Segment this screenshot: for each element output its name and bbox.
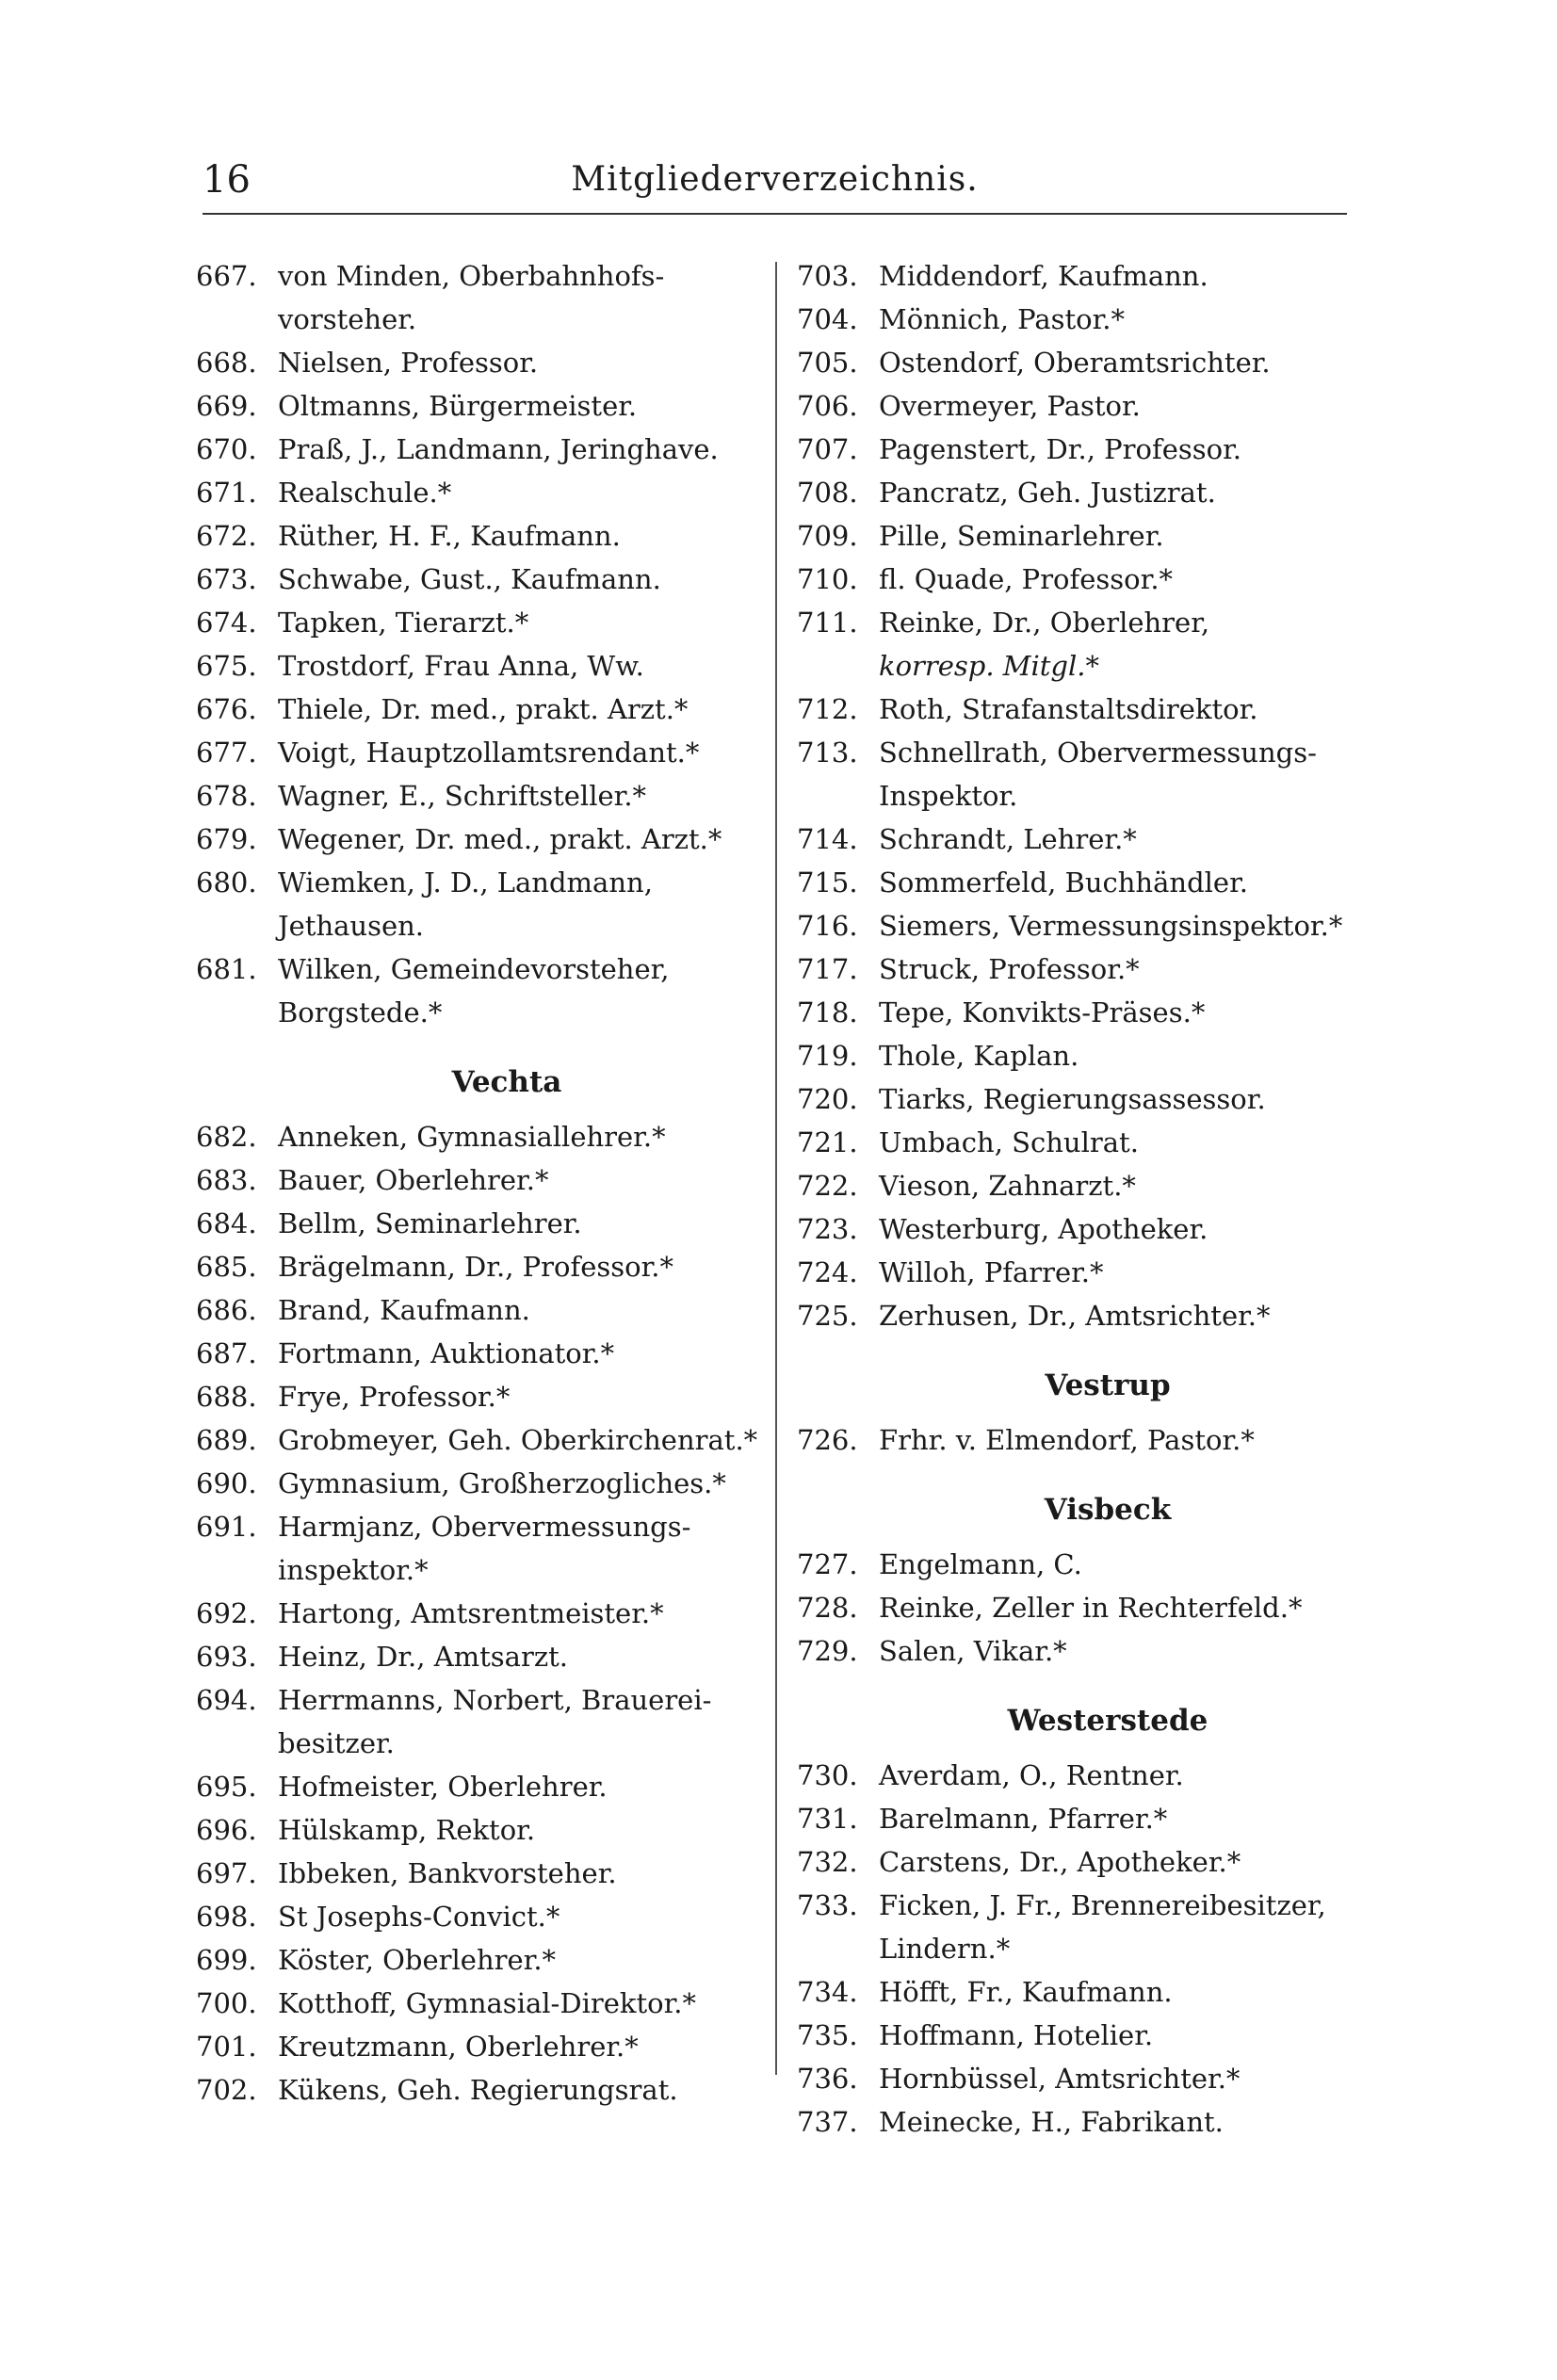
member-entry bbox=[196, 1765, 761, 1808]
entry-number: 670. bbox=[196, 433, 257, 465]
entry-number: 715. bbox=[797, 866, 858, 899]
entry-continuation: Inspektor. bbox=[879, 780, 1018, 812]
entry-number: 679. bbox=[196, 823, 257, 855]
member-entry bbox=[797, 254, 1362, 298]
entry-list bbox=[196, 254, 761, 1034]
member-entry bbox=[196, 947, 761, 1034]
entry-number: 713. bbox=[797, 737, 858, 769]
member-entry bbox=[797, 818, 1362, 861]
entry-text: Overmeyer, Pastor. bbox=[879, 390, 1141, 422]
entry-text: Hoffmann, Hotelier. bbox=[879, 2019, 1154, 2051]
member-entry bbox=[797, 2057, 1362, 2100]
entry-text: Tiarks, Regierungsassessor. bbox=[879, 1083, 1266, 1115]
entry-text: von Minden, Oberbahnhofs- bbox=[278, 260, 665, 292]
entry-text: Willoh, Pfarrer.* bbox=[879, 1256, 1104, 1288]
entry-number: 677. bbox=[196, 737, 257, 769]
entry-number: 737. bbox=[797, 2106, 858, 2138]
entry-number: 693. bbox=[196, 1641, 257, 1673]
header-rule bbox=[203, 213, 1347, 215]
entry-text: Schwabe, Gust., Kaufmann. bbox=[278, 563, 661, 595]
entry-number: 682. bbox=[196, 1121, 257, 1153]
member-entry bbox=[196, 1895, 761, 1938]
entry-number: 684. bbox=[196, 1207, 257, 1239]
entry-number: 685. bbox=[196, 1251, 257, 1283]
entry-continuation: korresp. Mitgl.* bbox=[879, 650, 1099, 682]
entry-text: Mönnich, Pastor.* bbox=[879, 303, 1126, 335]
entry-number: 709. bbox=[797, 520, 858, 552]
page-header bbox=[203, 158, 1347, 215]
entry-text: Anneken, Gymnasiallehrer.* bbox=[278, 1121, 666, 1153]
entry-number: 712. bbox=[797, 693, 858, 725]
entry-number: 720. bbox=[797, 1083, 858, 1115]
entry-list bbox=[196, 1115, 761, 2112]
member-entry bbox=[797, 558, 1362, 601]
member-entry bbox=[196, 1375, 761, 1418]
entry-number: 696. bbox=[196, 1814, 257, 1846]
member-entry bbox=[196, 1938, 761, 1982]
entry-text: Realschule.* bbox=[278, 477, 452, 509]
entry-number: 691. bbox=[196, 1511, 257, 1543]
entry-continuation: Jethausen. bbox=[278, 910, 425, 942]
member-entry bbox=[797, 991, 1362, 1034]
entry-text: Pancratz, Geh. Justizrat. bbox=[879, 477, 1216, 509]
entry-text: Frhr. v. Elmendorf, Pastor.* bbox=[879, 1424, 1255, 1456]
entry-number: 726. bbox=[797, 1424, 858, 1456]
member-entry bbox=[196, 861, 761, 947]
member-entry bbox=[797, 1121, 1362, 1164]
entry-number: 701. bbox=[196, 2031, 257, 2063]
entry-text: St Josephs-Convict.* bbox=[278, 1901, 560, 1933]
member-entry bbox=[797, 1251, 1362, 1294]
entry-number: 672. bbox=[196, 520, 257, 552]
member-entry bbox=[196, 1202, 761, 1245]
entry-text: Tepe, Konvikts-Präses.* bbox=[879, 996, 1206, 1028]
member-entry bbox=[797, 1034, 1362, 1077]
entry-list bbox=[797, 254, 1362, 1337]
entry-number: 707. bbox=[797, 433, 858, 465]
member-entry bbox=[196, 731, 761, 774]
entry-number: 692. bbox=[196, 1597, 257, 1629]
running-title: Mitgliederverzeichnis. bbox=[571, 160, 979, 199]
entry-text: Meinecke, H., Fabrikant. bbox=[879, 2106, 1224, 2138]
member-entry bbox=[196, 1852, 761, 1895]
member-entry bbox=[196, 818, 761, 861]
member-entry bbox=[797, 1418, 1362, 1462]
entry-number: 676. bbox=[196, 693, 257, 725]
entry-text: Carstens, Dr., Apotheker.* bbox=[879, 1846, 1241, 1878]
entry-list bbox=[797, 1543, 1362, 1673]
entry-number: 697. bbox=[196, 1857, 257, 1889]
entry-number: 735. bbox=[797, 2019, 858, 2051]
member-entry bbox=[797, 2100, 1362, 2144]
entry-number: 733. bbox=[797, 1889, 858, 1921]
entry-text: Ficken, J. Fr., Brennereibesitzer, bbox=[879, 1889, 1326, 1921]
entry-continuation: inspektor.* bbox=[278, 1554, 429, 1586]
member-entry bbox=[797, 1164, 1362, 1207]
entry-text: Wiemken, J. D., Landmann, bbox=[278, 866, 653, 899]
entry-number: 686. bbox=[196, 1294, 257, 1326]
entry-number: 689. bbox=[196, 1424, 257, 1456]
member-entry bbox=[196, 341, 761, 384]
entry-text: Gymnasium, Großherzogliches.* bbox=[278, 1467, 726, 1499]
member-entry bbox=[797, 731, 1362, 818]
entry-text: Kreutzmann, Oberlehrer.* bbox=[278, 2031, 639, 2063]
member-entry bbox=[196, 1288, 761, 1332]
member-entry bbox=[196, 1505, 761, 1592]
entry-continuation: Borgstede.* bbox=[278, 996, 443, 1028]
entry-text: Frye, Professor.* bbox=[278, 1381, 511, 1413]
entry-text: Harmjanz, Obervermessungs- bbox=[278, 1511, 691, 1543]
entry-continuation: vorsteher. bbox=[278, 303, 417, 335]
entry-text: Köster, Oberlehrer.* bbox=[278, 1944, 557, 1976]
member-entry bbox=[797, 1543, 1362, 1586]
section-heading-vechta: Vechta bbox=[451, 1065, 562, 1099]
entry-list bbox=[797, 1418, 1362, 1462]
member-entry bbox=[797, 904, 1362, 947]
entry-text: Schnellrath, Obervermessungs- bbox=[879, 737, 1317, 769]
member-entry bbox=[797, 341, 1362, 384]
entry-number: 725. bbox=[797, 1300, 858, 1332]
member-entry bbox=[797, 384, 1362, 428]
member-entry bbox=[797, 1629, 1362, 1673]
entry-number: 671. bbox=[196, 477, 257, 509]
entry-text: Ibbeken, Bankvorsteher. bbox=[278, 1857, 617, 1889]
entry-number: 727. bbox=[797, 1548, 858, 1580]
member-entry bbox=[196, 471, 761, 514]
member-entry bbox=[196, 2068, 761, 2112]
entry-number: 734. bbox=[797, 1976, 858, 2008]
entry-text: Westerburg, Apotheker. bbox=[879, 1213, 1208, 1245]
entry-number: 711. bbox=[797, 607, 858, 639]
entry-number: 705. bbox=[797, 347, 858, 379]
member-entry bbox=[797, 1077, 1362, 1121]
member-entry bbox=[196, 1635, 761, 1678]
section-heading-westerstede: Westerstede bbox=[1007, 1704, 1208, 1738]
entry-text: Ostendorf, Oberamtsrichter. bbox=[879, 347, 1271, 379]
member-entry bbox=[196, 1678, 761, 1765]
member-entry bbox=[797, 1840, 1362, 1884]
entry-list bbox=[797, 1754, 1362, 2144]
entry-text: Brägelmann, Dr., Professor.* bbox=[278, 1251, 673, 1283]
member-entry bbox=[196, 644, 761, 688]
entry-number: 667. bbox=[196, 260, 257, 292]
section-heading-vestrup: Vestrup bbox=[1045, 1368, 1171, 1402]
entry-number: 721. bbox=[797, 1126, 858, 1158]
entry-number: 674. bbox=[196, 607, 257, 639]
entry-text: Averdam, O., Rentner. bbox=[879, 1759, 1184, 1791]
entry-text: Grobmeyer, Geh. Oberkirchenrat.* bbox=[278, 1424, 758, 1456]
entry-number: 719. bbox=[797, 1040, 858, 1072]
entry-text: Thole, Kaplan. bbox=[879, 1040, 1079, 1072]
member-entry bbox=[196, 2025, 761, 2068]
member-entry bbox=[196, 601, 761, 644]
entry-text: Middendorf, Kaufmann. bbox=[879, 260, 1208, 292]
section-heading-visbek: Visbeck bbox=[1044, 1493, 1172, 1527]
entry-number: 694. bbox=[196, 1684, 257, 1716]
entry-number: 690. bbox=[196, 1467, 257, 1499]
column-divider bbox=[775, 262, 777, 2075]
member-entry bbox=[797, 1207, 1362, 1251]
entry-number: 718. bbox=[797, 996, 858, 1028]
entry-number: 695. bbox=[196, 1771, 257, 1803]
page-number: 16 bbox=[203, 158, 251, 202]
entry-text: Hülskamp, Rektor. bbox=[278, 1814, 536, 1846]
entry-number: 680. bbox=[196, 866, 257, 899]
entry-number: 703. bbox=[797, 260, 858, 292]
member-entry bbox=[196, 1115, 761, 1158]
entry-text: Heinz, Dr., Amtsarzt. bbox=[278, 1641, 568, 1673]
member-entry bbox=[196, 1808, 761, 1852]
entry-text: Struck, Professor.* bbox=[879, 953, 1140, 985]
entry-text: Rüther, H. F., Kaufmann. bbox=[278, 520, 621, 552]
entry-text: Zerhusen, Dr., Amtsrichter.* bbox=[879, 1300, 1271, 1332]
entry-text: Reinke, Dr., Oberlehrer, bbox=[879, 607, 1210, 639]
entry-number: 710. bbox=[797, 563, 858, 595]
member-entry bbox=[797, 514, 1362, 558]
entry-text: Pagenstert, Dr., Professor. bbox=[879, 433, 1241, 465]
entry-number: 681. bbox=[196, 953, 257, 985]
entry-number: 678. bbox=[196, 780, 257, 812]
entry-number: 699. bbox=[196, 1944, 257, 1976]
member-entry bbox=[196, 1982, 761, 2025]
member-entry bbox=[797, 1970, 1362, 2014]
member-entry bbox=[797, 601, 1362, 688]
entry-number: 724. bbox=[797, 1256, 858, 1288]
entry-number: 675. bbox=[196, 650, 257, 682]
entry-text: Fortmann, Auktionator.* bbox=[278, 1337, 615, 1369]
entry-number: 728. bbox=[797, 1592, 858, 1624]
right-column bbox=[797, 254, 1362, 2144]
member-entry bbox=[797, 1797, 1362, 1840]
entry-text: Wegener, Dr. med., prakt. Arzt.* bbox=[278, 823, 722, 855]
entry-number: 730. bbox=[797, 1759, 858, 1791]
entry-number: 716. bbox=[797, 910, 858, 942]
entry-number: 673. bbox=[196, 563, 257, 595]
entry-text: Wagner, E., Schriftsteller.* bbox=[278, 780, 647, 812]
entry-text: Umbach, Schulrat. bbox=[879, 1126, 1139, 1158]
member-entry bbox=[797, 1884, 1362, 1970]
member-entry bbox=[196, 1418, 761, 1462]
member-entry bbox=[196, 688, 761, 731]
member-entry bbox=[196, 1158, 761, 1202]
entry-text: Bauer, Oberlehrer.* bbox=[278, 1164, 549, 1196]
entry-text: Hofmeister, Oberlehrer. bbox=[278, 1771, 608, 1803]
entry-number: 723. bbox=[797, 1213, 858, 1245]
entry-text: Sommerfeld, Buchhändler. bbox=[879, 866, 1248, 899]
entry-number: 714. bbox=[797, 823, 858, 855]
entry-number: 722. bbox=[797, 1170, 858, 1202]
entry-number: 731. bbox=[797, 1803, 858, 1835]
entry-text: Brand, Kaufmann. bbox=[278, 1294, 530, 1326]
member-entry bbox=[196, 428, 761, 471]
member-entry bbox=[196, 774, 761, 818]
entry-text: Herrmanns, Norbert, Brauerei- bbox=[278, 1684, 712, 1716]
entry-text: Roth, Strafanstaltsdirektor. bbox=[879, 693, 1258, 725]
entry-text: Höfft, Fr., Kaufmann. bbox=[879, 1976, 1173, 2008]
entry-number: 687. bbox=[196, 1337, 257, 1369]
entry-text: fl. Quade, Professor.* bbox=[879, 563, 1174, 595]
member-entry bbox=[797, 2014, 1362, 2057]
entry-number: 729. bbox=[797, 1635, 858, 1667]
entry-text: Nielsen, Professor. bbox=[278, 347, 539, 379]
entry-continuation: Lindern.* bbox=[879, 1933, 1011, 1965]
member-entry bbox=[196, 1462, 761, 1505]
entry-text: Barelmann, Pfarrer.* bbox=[879, 1803, 1168, 1835]
member-entry bbox=[797, 1586, 1362, 1629]
entry-text: Thiele, Dr. med., prakt. Arzt.* bbox=[278, 693, 689, 725]
entry-number: 702. bbox=[196, 2074, 257, 2106]
entry-text: Kükens, Geh. Regierungsrat. bbox=[278, 2074, 678, 2106]
member-entry bbox=[196, 514, 761, 558]
entry-number: 669. bbox=[196, 390, 257, 422]
member-entry bbox=[196, 558, 761, 601]
entry-number: 688. bbox=[196, 1381, 257, 1413]
entry-text: Voigt, Hauptzollamtsrendant.* bbox=[278, 737, 700, 769]
entry-number: 668. bbox=[196, 347, 257, 379]
member-entry bbox=[797, 947, 1362, 991]
member-entry bbox=[797, 1754, 1362, 1797]
entry-number: 717. bbox=[797, 953, 858, 985]
entry-number: 732. bbox=[797, 1846, 858, 1878]
member-entry bbox=[196, 1592, 761, 1635]
member-entry bbox=[196, 1245, 761, 1288]
entry-text: Engelmann, C. bbox=[879, 1548, 1082, 1580]
entry-text: Hornbüssel, Amtsrichter.* bbox=[879, 2063, 1241, 2095]
entry-continuation: besitzer. bbox=[278, 1727, 395, 1759]
entry-number: 736. bbox=[797, 2063, 858, 2095]
entry-text: Trostdorf, Frau Anna, Ww. bbox=[278, 650, 644, 682]
entry-text: Bellm, Seminarlehrer. bbox=[278, 1207, 582, 1239]
entry-number: 704. bbox=[797, 303, 858, 335]
entry-number: 683. bbox=[196, 1164, 257, 1196]
member-entry bbox=[196, 384, 761, 428]
entry-text: Schrandt, Lehrer.* bbox=[879, 823, 1137, 855]
member-entry bbox=[797, 861, 1362, 904]
entry-number: 700. bbox=[196, 1987, 257, 2019]
entry-text: Kotthoff, Gymnasial-Direktor.* bbox=[278, 1987, 696, 2019]
entry-text: Tapken, Tierarzt.* bbox=[278, 607, 529, 639]
entry-number: 698. bbox=[196, 1901, 257, 1933]
member-entry bbox=[196, 1332, 761, 1375]
member-entry bbox=[797, 1294, 1362, 1337]
member-entry bbox=[797, 471, 1362, 514]
member-entry bbox=[196, 254, 761, 341]
left-column bbox=[196, 254, 761, 2112]
member-entry bbox=[797, 298, 1362, 341]
entry-text: Vieson, Zahnarzt.* bbox=[879, 1170, 1136, 1202]
member-entry bbox=[797, 688, 1362, 731]
entry-text: Oltmanns, Bürgermeister. bbox=[278, 390, 638, 422]
entry-number: 708. bbox=[797, 477, 858, 509]
entry-text: Praß, J., Landmann, Jeringhave. bbox=[278, 433, 719, 465]
entry-text: Hartong, Amtsrentmeister.* bbox=[278, 1597, 664, 1629]
entry-text: Siemers, Vermessungsinspektor.* bbox=[879, 910, 1343, 942]
entry-number: 706. bbox=[797, 390, 858, 422]
member-entry bbox=[797, 428, 1362, 471]
entry-text: Salen, Vikar.* bbox=[879, 1635, 1067, 1667]
entry-text: Reinke, Zeller in Rechterfeld.* bbox=[879, 1592, 1303, 1624]
entry-text: Wilken, Gemeindevorsteher, bbox=[278, 953, 670, 985]
entry-text: Pille, Seminarlehrer. bbox=[879, 520, 1164, 552]
